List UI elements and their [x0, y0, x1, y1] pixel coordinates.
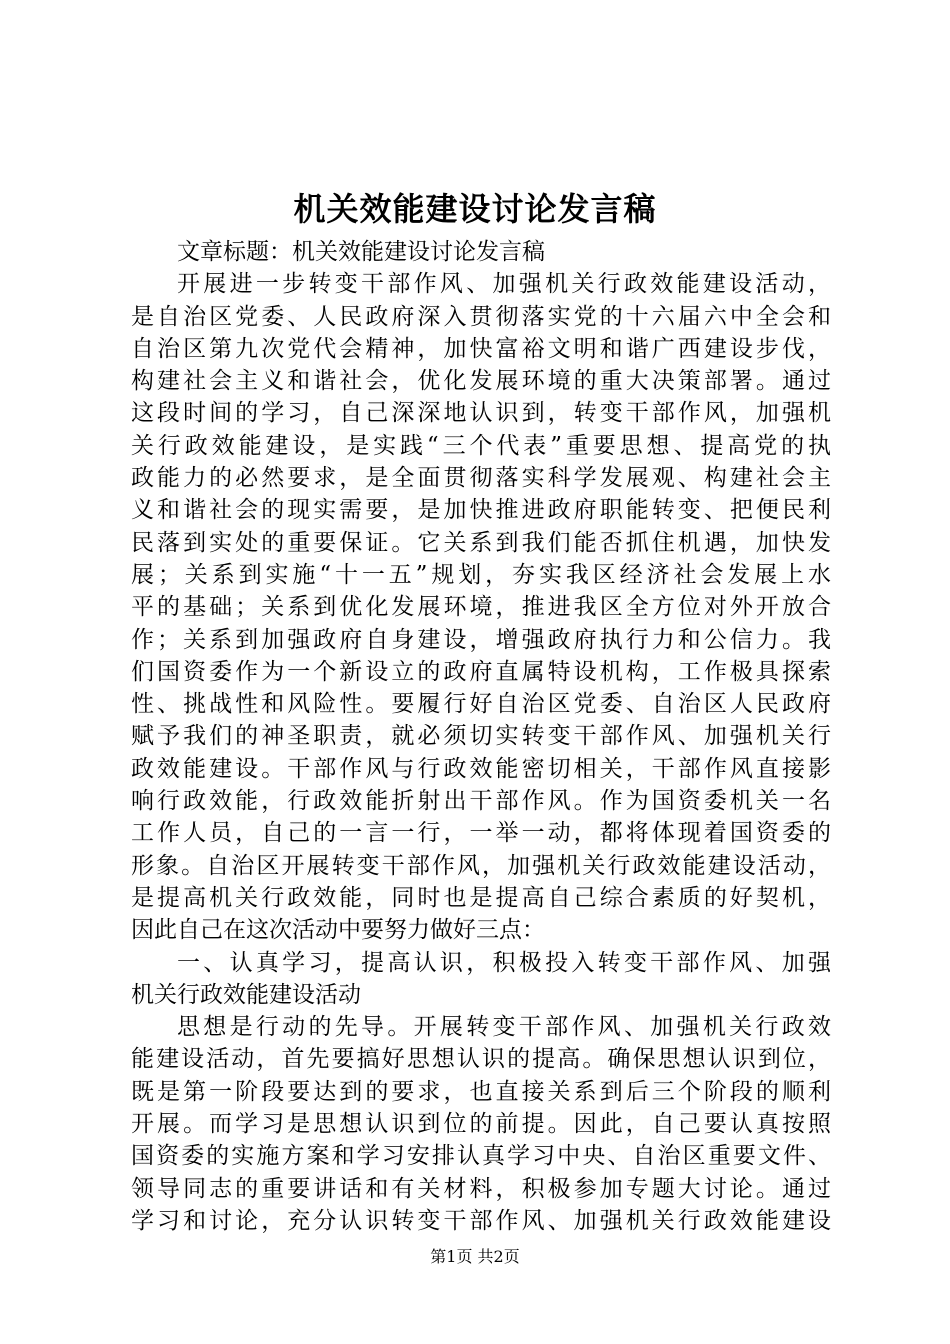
body-text-line: 政能力的必然要求，是全面贯彻落实科学发展观、构建社会主	[131, 465, 831, 492]
body-text-line: 赋予我们的神圣职责，就必须切实转变干部作风、加强机关行	[131, 723, 831, 750]
body-text-line: 作；关系到加强政府自身建设，增强政府执行力和公信力。我	[131, 626, 831, 653]
body-text-line: 工作人员，自己的一言一行，一举一动，都将体现着国资委的	[131, 820, 831, 847]
body-text-line: 因此自己在这次活动中要努力做好三点：	[131, 917, 545, 944]
body-text-line: 性、挑战性和风险性。要履行好自治区党委、自治区人民政府	[131, 691, 831, 718]
body-text-line: 一、认真学习，提高认识，积极投入转变干部作风、加强	[177, 949, 831, 976]
body-text-line: 自治区第九次党代会精神，加快富裕文明和谐广西建设步伐，	[131, 335, 831, 362]
body-text-line: 形象。自治区开展转变干部作风，加强机关行政效能建设活动，	[131, 852, 831, 879]
body-text-line: 关行政效能建设，是实践“三个代表”重要思想、提高党的执	[131, 432, 831, 459]
body-text-line: 开展。而学习是思想认识到位的前提。因此，自己要认真按照	[131, 1111, 831, 1138]
document-body	[131, 236, 831, 1237]
body-text-line: 政效能建设。干部作风与行政效能密切相关，干部作风直接影	[131, 755, 831, 782]
body-text-line: 领导同志的重要讲话和有关材料，积极参加专题大讨论。通过	[131, 1175, 831, 1202]
body-text-line: 响行政效能，行政效能折射出干部作风。作为国资委机关一名	[131, 788, 831, 815]
body-text-line: 既是第一阶段要达到的要求，也直接关系到后三个阶段的顺利	[131, 1078, 831, 1105]
body-text-line: 展；关系到实施“十一五”规划，夯实我区经济社会发展上水	[131, 561, 831, 588]
body-text-line: 文章标题：机关效能建设讨论发言稿	[177, 239, 545, 265]
body-text-line: 思想是行动的先导。开展转变干部作风、加强机关行政效	[177, 1014, 831, 1041]
page-footer: 第1页 共2页	[430, 1247, 520, 1266]
body-text-line: 机关行政效能建设活动	[131, 981, 361, 1008]
body-text-line: 国资委的实施方案和学习安排认真学习中央、自治区重要文件、	[131, 1143, 831, 1170]
body-text-line: 开展进一步转变干部作风、加强机关行政效能建设活动，	[177, 271, 831, 298]
document-title: 机关效能建设讨论发言稿	[293, 190, 657, 228]
body-text-line: 构建社会主义和谐社会，优化发展环境的重大决策部署。通过	[131, 368, 831, 395]
body-text-line: 学习和讨论，充分认识转变干部作风、加强机关行政效能建设	[131, 1207, 831, 1234]
body-text-line: 民落到实处的重要保证。它关系到我们能否抓住机遇，加快发	[131, 529, 831, 556]
body-text-line: 这段时间的学习，自己深深地认识到，转变干部作风，加强机	[131, 400, 831, 427]
body-text-line: 能建设活动，首先要搞好思想认识的提高。确保思想认识到位，	[131, 1046, 831, 1073]
body-text-line: 是自治区党委、人民政府深入贯彻落实党的十六届六中全会和	[131, 303, 831, 330]
body-text-line: 是提高机关行政效能，同时也是提高自己综合素质的好契机，	[131, 884, 831, 911]
body-text-line: 义和谐社会的现实需要，是加快推进政府职能转变、把便民利	[131, 497, 831, 524]
body-text-line: 平的基础；关系到优化发展环境，推进我区全方位对外开放合	[131, 594, 831, 621]
body-text-line: 们国资委作为一个新设立的政府直属特设机构，工作极具探索	[131, 658, 831, 685]
